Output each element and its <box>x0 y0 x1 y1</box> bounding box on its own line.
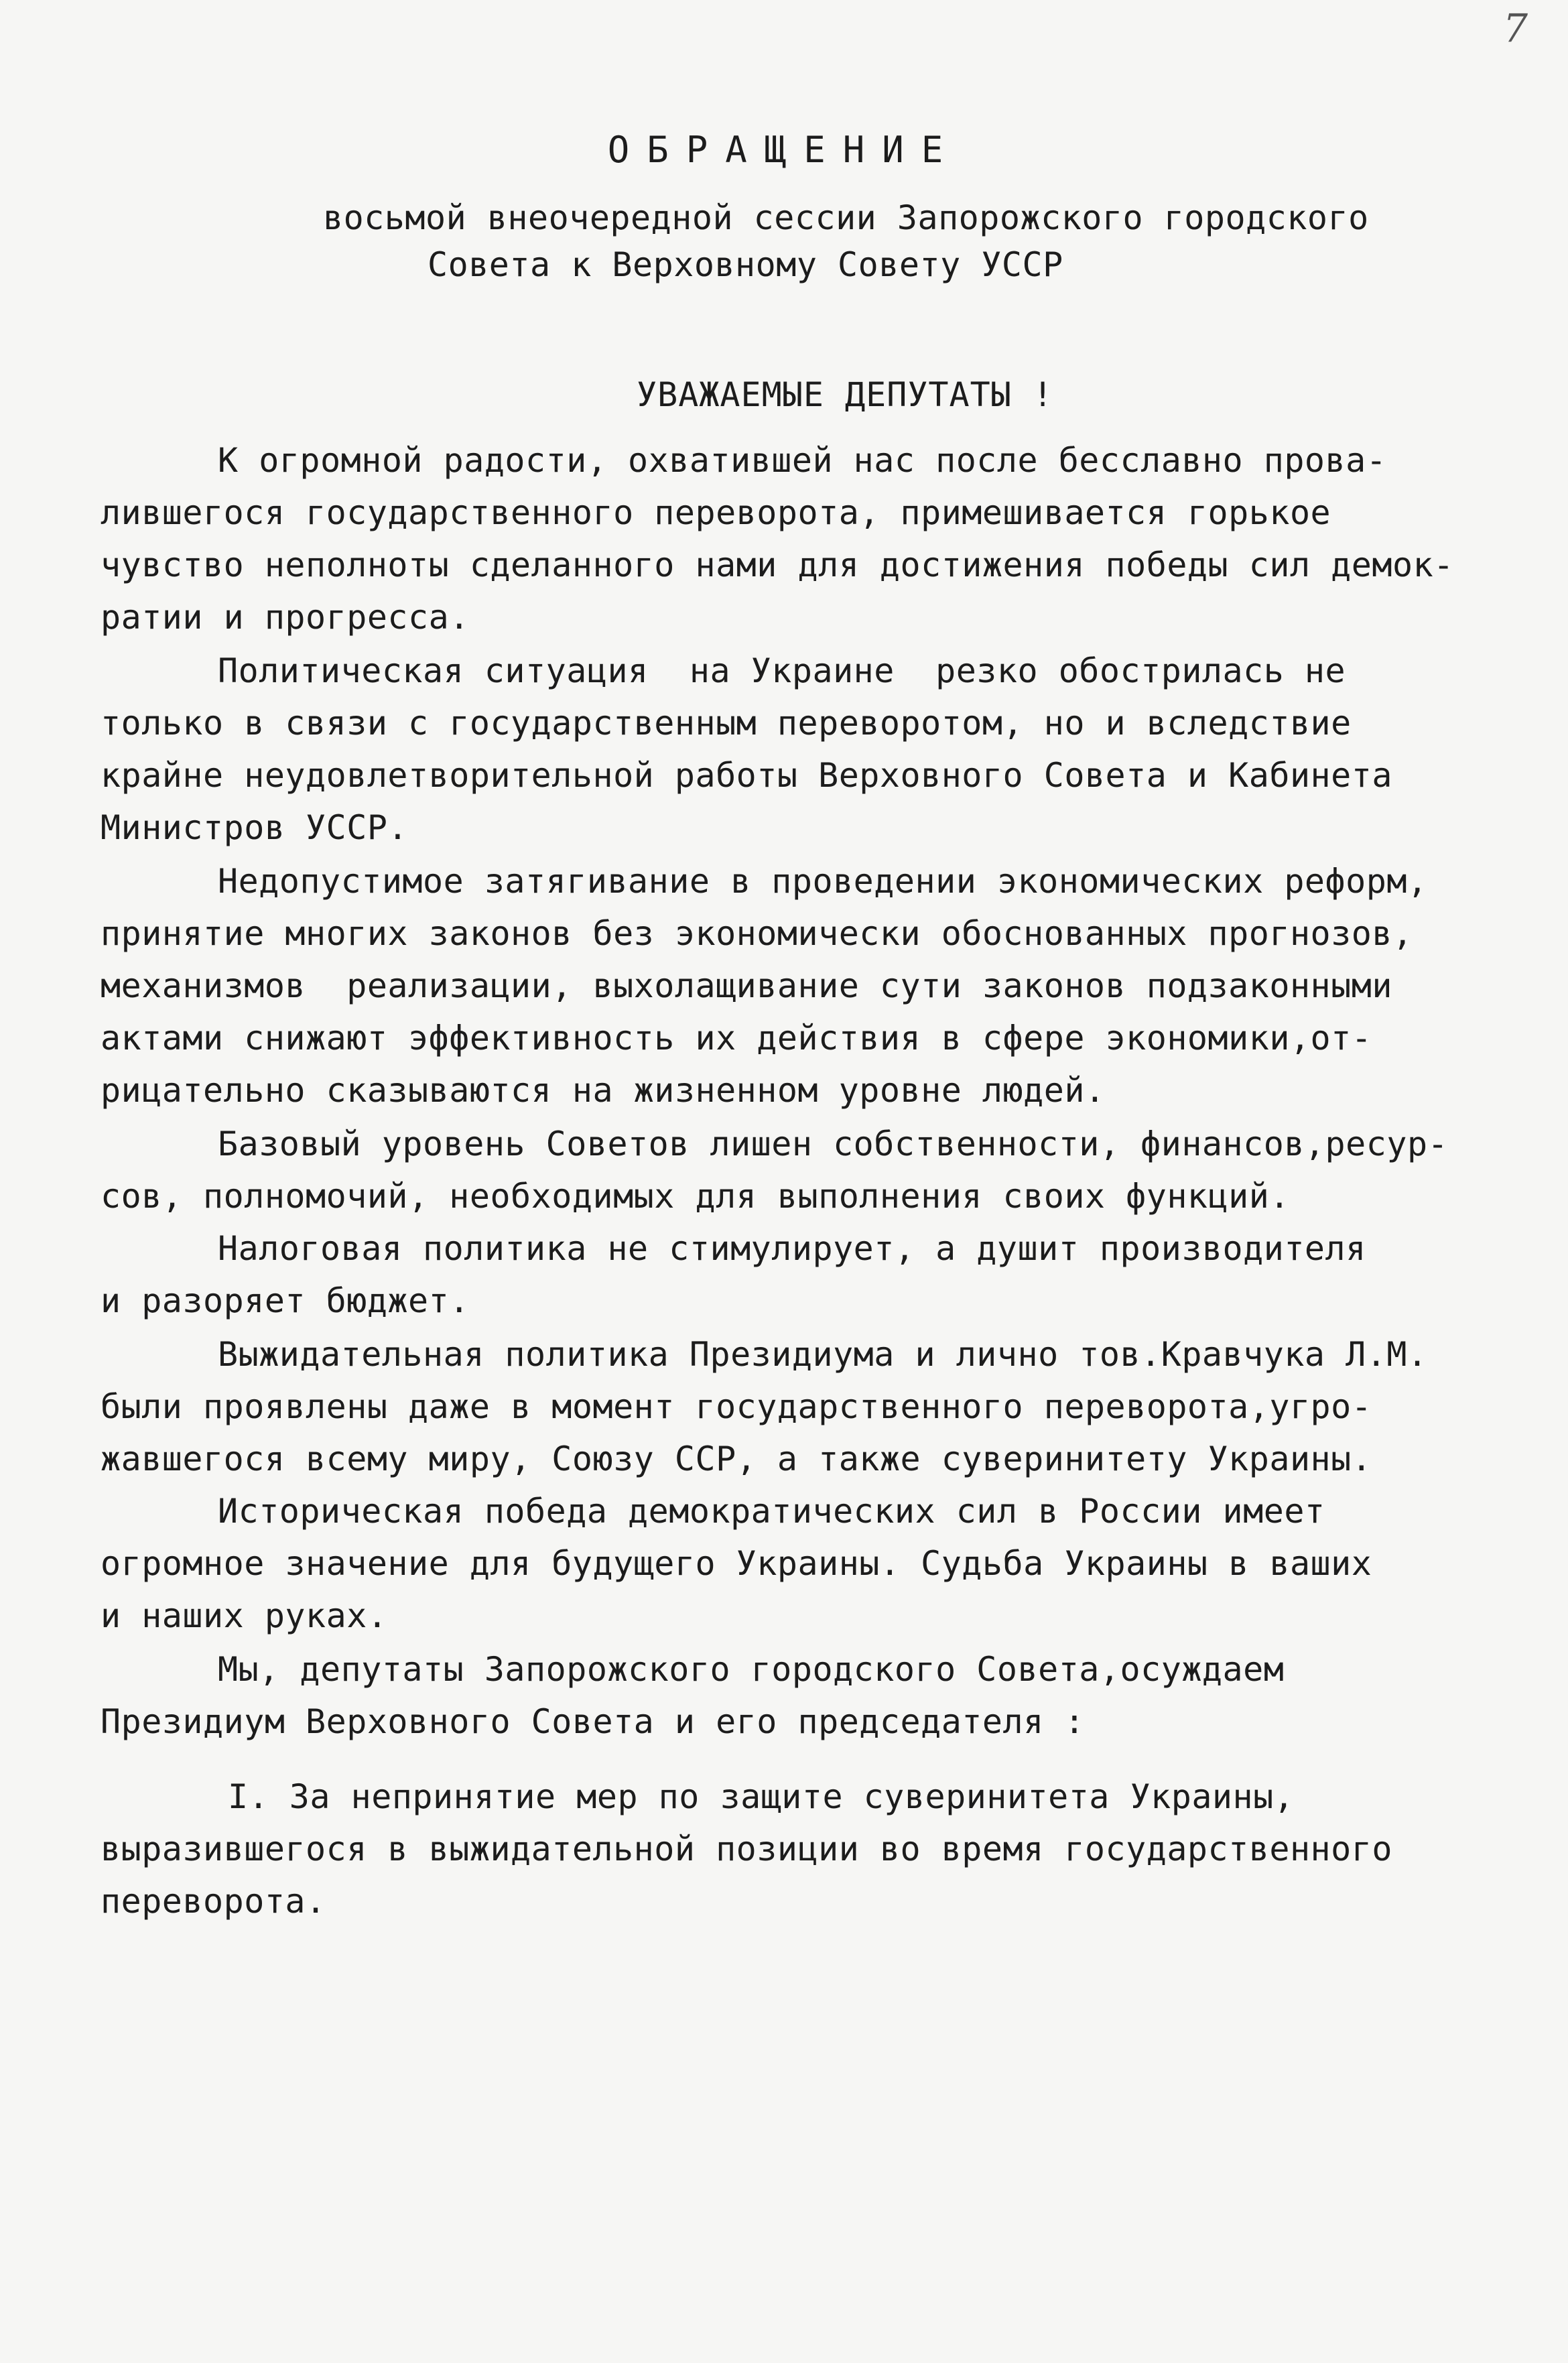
body-line: жавшегося всему миру, Союзу ССР, а также суверинитету Украины. <box>101 1440 1372 1478</box>
page-number: 7 <box>1503 5 1528 51</box>
body-line: Президиум Верховного Совета и его председателя : <box>101 1702 1085 1741</box>
body-line: К огромной радости, охватившей нас после бесславно прова- <box>218 441 1387 480</box>
body-line: крайне неудовлетворительной работы Верховного Совета и Кабинета <box>101 756 1392 795</box>
body-line: актами снижают эффективность их действия в сфере экономики,от- <box>101 1019 1372 1058</box>
subtitle-line-1: восьмой внеочередной сессии Запорожского городского <box>323 198 1369 237</box>
body-line: лившегося государственного переворота, примешивается горькое <box>101 493 1331 532</box>
body-line: чувство неполноты сделанного нами для достижения победы сил демок- <box>101 546 1454 584</box>
subtitle-line-2: Совета к Верховному Совету УССР <box>428 245 1063 284</box>
list-item-line: переворота. <box>101 1882 326 1921</box>
body-line: сов, полномочий, необходимых для выполнения своих функций. <box>101 1177 1290 1216</box>
body-line: Выжидательная политика Президиума и лично тов.Кравчука Л.М. <box>218 1335 1428 1374</box>
salutation: УВАЖАЕМЫЕ ДЕПУТАТЫ ! <box>637 375 1054 414</box>
body-line: ратии и прогресса. <box>101 598 470 637</box>
body-line: Историческая победа демократических сил в России имеет <box>218 1492 1325 1531</box>
body-line: принятие многих законов без экономически обоснованных прогнозов, <box>101 914 1413 953</box>
body-line: Политическая ситуация на Украине резко обострилась не <box>218 651 1346 690</box>
body-line: огромное значение для будущего Украины. Судьба Украины в ваших <box>101 1544 1372 1583</box>
body-line: Недопустимое затягивание в проведении экономических реформ, <box>218 862 1428 901</box>
body-line: Министров УССР. <box>101 808 409 847</box>
document-title: ОБРАЩЕНИЕ <box>607 129 961 171</box>
body-line: Базовый уровень Советов лишен собственности, финансов,ресур- <box>218 1125 1449 1163</box>
body-line: механизмов реализации, выхолащивание сути законов подзаконными <box>101 966 1392 1005</box>
list-item-line: выразившегося в выжидательной позиции во время государственного <box>101 1830 1392 1868</box>
body-line: Налоговая политика не стимулирует, а душит производителя <box>218 1229 1366 1268</box>
body-line: и разоряет бюджет. <box>101 1281 470 1320</box>
body-line: и наших руках. <box>101 1596 388 1635</box>
body-line: рицательно сказываются на жизненном уровне людей. <box>101 1071 1106 1110</box>
body-line: Мы, депутаты Запорожского городского Совета,осуждаем <box>218 1650 1285 1689</box>
body-line: были проявлены даже в момент государственного переворота,угро- <box>101 1387 1372 1426</box>
list-item-line: I. За непринятие мер по защите суверинитета Украины, <box>228 1777 1295 1816</box>
body-line: только в связи с государственным переворотом, но и вследствие <box>101 704 1352 743</box>
